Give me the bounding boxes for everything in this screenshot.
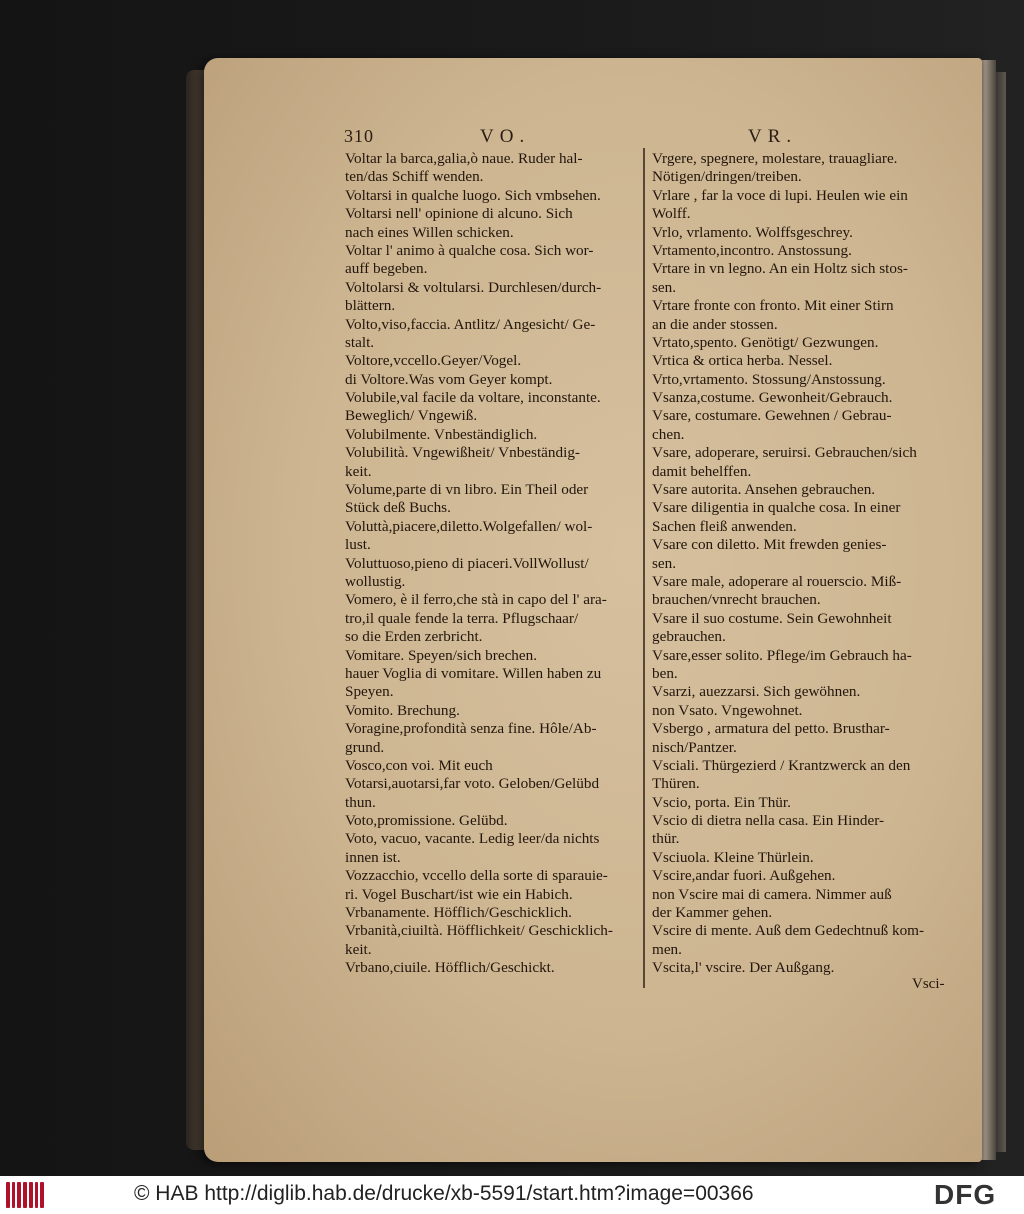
entry-line: Vscire di mente. Auß dem Gedechtnuß kom- [652, 922, 925, 940]
entry-line: so die Erden zerbricht. [345, 628, 483, 646]
entry-line: Vsciali. Thürgezierd / Krantzwerck an den [652, 756, 911, 774]
entry-line: lust. [345, 536, 371, 554]
entry-line: Voltar l' animo à qualche cosa. Sich wor- [345, 241, 594, 259]
entry-line: Volubile,val facile da voltare, inconstante. [345, 389, 601, 407]
entry-line: Vscire,andar fuori. Außgehen. [652, 867, 836, 885]
entry-line: Vsare autorita. Ansehen gebrauchen. [652, 481, 876, 499]
entry-line: Voltar la barca,galia,ò naue. Ruder hal- [345, 150, 583, 167]
entry-line: keit. [345, 940, 372, 958]
entry-line: Vomero, è il ferro,che stà in capo del l' ara- [345, 591, 607, 609]
entry-line: Beweglich/ Vngewiß. [345, 407, 478, 425]
entry-line: Volubilmente. Vnbeständiglich. [345, 425, 538, 443]
entry-line: Volto,viso,faccia. Antlitz/ Angesicht/ Ge- [345, 315, 596, 333]
entry-line: sen. [652, 278, 677, 296]
entry-line: non Vsato. Vngewohnet. [652, 701, 803, 719]
entry-line: chen. [652, 425, 685, 443]
entry-line: grund. [345, 738, 385, 756]
entry-line: Volume,parte di vn libro. Ein Theil oder [345, 481, 589, 499]
entry-line: Vrto,vrtamento. Stossung/Anstossung. [652, 370, 886, 388]
entry-line: Volubilità. Vngewißheit/ Vnbeständig- [345, 444, 580, 462]
entry-line: Vscita,l' vscire. Der Außgang. [652, 959, 835, 977]
entry-line: Speyen. [345, 683, 394, 701]
entry-line: blättern. [345, 297, 396, 315]
entry-line: Vrtare in vn legno. An ein Holtz sich stos- [652, 260, 908, 278]
entry-line: di Voltore.Was vom Geyer kompt. [345, 370, 553, 388]
entry-line: Voltore,vccello.Geyer/Vogel. [345, 352, 522, 370]
page-number: 310 [344, 126, 374, 146]
entry-line: Voto,promissione. Gelübd. [345, 812, 508, 830]
entry-line: Thüren. [652, 775, 700, 793]
entry-line: Voluttà,piacere,diletto.Wolgefallen/ wol- [345, 517, 593, 535]
entry-line: Wolff. [652, 205, 691, 223]
entry-line: hauer Voglia di vomitare. Willen haben zu [345, 664, 602, 682]
entry-line: Vsare il suo costume. Sein Gewohnheit [652, 609, 892, 627]
entry-line: Voltarsi in qualche luogo. Sich vmbsehen. [345, 186, 601, 204]
entry-line: ten/das Schiff wenden. [345, 168, 484, 186]
entry-line: innen ist. [345, 848, 401, 866]
entry-line: der Kammer gehen. [652, 904, 773, 922]
entry-line: Vomito. Brechung. [345, 701, 460, 719]
entry-line: Vosco,con voi. Mit euch [345, 756, 493, 774]
entry-line: nisch/Pantzer. [652, 738, 737, 756]
entry-line: Vsare,esser solito. Pflege/im Gebrauch ha- [652, 646, 912, 664]
entry-line: Vsciuola. Kleine Thürlein. [652, 848, 814, 866]
entry-line: Vrbano,ciuile. Höfflich/Geschickt. [345, 959, 555, 977]
entry-line: Vsbergo , armatura del petto. Brusthar- [652, 720, 890, 738]
entry-line: Vrlo, vrlamento. Wolffsgeschrey. [652, 223, 853, 241]
entry-line: Vsanza,costume. Gewonheit/Gebrauch. [652, 389, 893, 407]
entry-line: Voluttuoso,pieno di piaceri.VollWollust/ [345, 554, 589, 572]
entry-line: Vsare, costumare. Gewehnen / Gebrau- [652, 407, 892, 425]
entry-line: brauchen/vnrecht brauchen. [652, 591, 821, 609]
entry-line: Vrtamento,incontro. Anstossung. [652, 241, 852, 259]
entry-line: auff begeben. [345, 260, 428, 278]
entry-line: thun. [345, 793, 376, 811]
entry-line: stalt. [345, 333, 375, 351]
entry-line: keit. [345, 462, 372, 480]
entry-line: Vozzacchio, vccello della sorte di sparauie- [345, 867, 608, 885]
entry-line: nach eines Willen schicken. [345, 223, 514, 241]
entry-line: an die ander stossen. [652, 315, 778, 333]
running-head-left: VO. [480, 126, 531, 147]
entry-line: Vrtica & ortica herba. Nessel. [652, 352, 833, 370]
entry-line: Vomitare. Speyen/sich brechen. [345, 646, 538, 664]
entry-line: thür. [652, 830, 680, 848]
running-head-right: VR. [748, 126, 798, 147]
entry-line: Vsare con diletto. Mit frewden genies- [652, 536, 887, 554]
page-edge-shadow [996, 72, 1006, 1152]
entry-line: Voltolarsi & voltularsi. Durchlesen/durch- [345, 278, 602, 296]
entry-line: Vrbanità,ciuiltà. Höfflichkeit/ Geschicklich- [345, 922, 613, 940]
entry-line: Vsare male, adoperare al rouerscio. Miß- [652, 572, 902, 590]
entry-line: tro,il quale fende la terra. Pflugschaar/ [345, 609, 579, 627]
entry-line: Vscio, porta. Ein Thür. [652, 793, 791, 811]
entry-line: Vrlare , far la voce di lupi. Heulen wie ein [652, 186, 908, 204]
entry-line: Vrtare fronte con fronto. Mit einer Stirn [652, 297, 894, 315]
entry-line: Voto, vacuo, vacante. Ledig leer/da nichts [345, 830, 600, 848]
entry-line: Vscio di dietra nella casa. Ein Hinder- [652, 812, 885, 830]
entry-line: Vrbanamente. Höfflich/Geschicklich. [345, 904, 572, 922]
entry-line: Vsare diligentia in qualche cosa. In einer [652, 499, 901, 517]
entry-line: Sachen fleiß anwenden. [652, 517, 797, 535]
entry-line: Vrtato,spento. Genötigt/ Gezwungen. [652, 333, 879, 351]
entry-line: non Vscire mai di camera. Nimmer auß [652, 885, 892, 903]
entry-line: ben. [652, 664, 678, 682]
entry-line: Votarsi,auotarsi,far voto. Geloben/Gelübd [345, 775, 600, 793]
entry-line: Vrgere, spegnere, molestare, trauagliare. [652, 150, 898, 167]
dfg-logo: DFG [934, 1179, 997, 1210]
entry-line: Vsarzi, auezzarsi. Sich gewöhnen. [652, 683, 861, 701]
entry-line: gebrauchen. [652, 628, 726, 646]
entry-line: men. [652, 940, 682, 958]
entry-line: sen. [652, 554, 677, 572]
column-divider [643, 148, 645, 988]
entry-line: Voltarsi nell' opinione di alcuno. Sich [345, 205, 573, 223]
entry-line: Voragine,profondità senza fine. Hôle/Ab- [345, 720, 597, 738]
entry-line: Stück deß Buchs. [345, 499, 451, 517]
entry-line: Vsare, adoperare, seruirsi. Gebrauchen/sich [652, 444, 917, 462]
catchword: Vsci- [912, 976, 945, 992]
entry-line: damit behelffen. [652, 462, 752, 480]
right-column [652, 150, 952, 978]
entry-line: ri. Vogel Buschart/ist wie ein Habich. [345, 885, 573, 903]
entry-line: Nötigen/dringen/treiben. [652, 168, 802, 186]
footer-bar [0, 1176, 1024, 1214]
entry-line: wollustig. [345, 572, 406, 590]
left-column [345, 150, 637, 978]
credit-link[interactable]: © HAB http://diglib.hab.de/drucke/xb-5591/start.htm?image=00366 [134, 1182, 754, 1205]
hab-logo-icon [6, 1182, 44, 1208]
